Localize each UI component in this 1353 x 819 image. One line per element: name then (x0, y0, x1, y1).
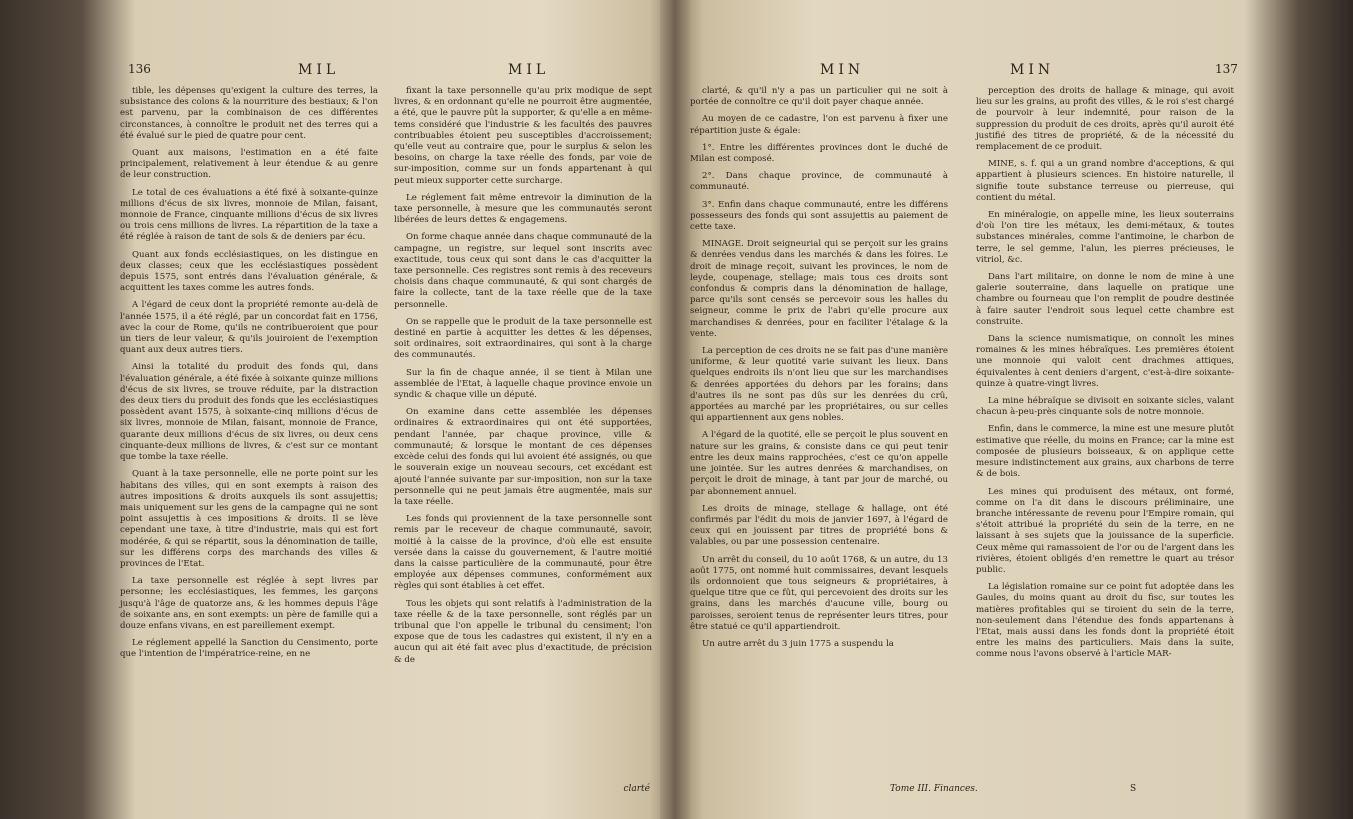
paragraph: perception des droits de hallage & minage, qui avoit lieu sur les grains, au profit des villes, & le roi s'est chargé de pourvoir à leur indemnité, pour raison de la suppression du produit de ces droits, après qu'il auroit été justifié des titres de propriété, & de la nécessité du remplacement de ce produit. (976, 86, 1234, 153)
paragraph: fixant la taxe personnelle qu'au prix modique de sept livres, & en ordonnant qu'elle ne pourroit être augmentée, a été, que le pauvre pût la supporter, & qu'elle a en même-tems considéré que l'industrie & les facultés des pauvres contribuables étoient peu susceptibles d'accroissement; qu'elle veut au contraire que, pour le surplus & selon les besoins, on charge la taxe réelle des fonds, par voie de sur-imposition, comme sur un fonds appartenant à qui peut mieux supporter cette surcharge. (394, 86, 652, 186)
paragraph: On examine dans cette assemblée les dépenses ordinaires & extraordinaires qui ont été supportées, pendant l'année, par chaque province, ville & communauté; & lorsque le montant de ces dépenses excède celui des fonds qui lui avoient été assignés, ou que le souverain exige un nouveau secours, cet excédant est ajouté l'année suivante par sur-imposition, non sur la taxe personnelle qui ne peut jamais être augmentée, mais sur la taxe réelle. (394, 407, 652, 507)
paragraph: La législation romaine sur ce point fut adoptée dans les Gaules, du moins quant au droit du fisc, sur toutes les matières profitables qui se tiroient du sein de la terre, non-seulement dans l'étendue des fonds appartenans à l'Etat, mais aussi dans les fonds dont la propriété étoit entre les mains des particuliers. Mais dans la suite, comme nous l'avons observé à l'article MAR- (976, 582, 1234, 660)
left-running-head (108, 62, 660, 86)
paragraph: Les mines qui produisent des métaux, ont formé, comme on l'a dit dans le discours préliminaire, une branche intéressante de revenu pour l'Empire romain, qui s'étoit attribué la propriété du sein de la terre, en ne laissant à ses sujets que la jouissance de la superficie. Ceux même qui ramassoient de l'or ou de l'argent dans les rivières, étoient obligés d'en remettre le quart au trésor public. (976, 486, 1234, 575)
left-page (108, 42, 660, 802)
paragraph: MINE, s. f. qui a un grand nombre d'acceptions, & qui appartient à plusieurs sciences. En histoire naturelle, il signifie toute substance terreuse ou pierreuse, qui contient du métal. (976, 159, 1234, 203)
paragraph: Tous les objets qui sont relatifs à l'administration de la taxe réelle & de la taxe personnelle, sont réglés par un tribunal que l'on appelle le tribunal du censiment; l'on expose que de tous les cadastres qui existent, il n'y en a aucun qui ait été fait avec plus d'exactitude, de précision & de (394, 598, 652, 665)
left-head-word-2: MIL (508, 62, 550, 78)
paragraph: On forme chaque année dans chaque communauté de la campagne, un registre, sur lequel sont inscrits avec exactitude, tous ceux qui sont dans le cas d'acquitter la taxe personnelle. Ces registres sont remis à des receveurs choisis dans chaque communauté, & qui sont chargés de faire la collecte, tant de la taxe réelle que de la taxe personnelle. (394, 232, 652, 310)
right-column-1 (690, 86, 948, 656)
paragraph: Le total de ces évaluations a été fixé à soixante-quinze millions d'écus de six livres, monnoie de Milan, faisant, monnoie de France, cinquante millions d'écus de six livres ou trois cens millions de livres. La répartition de la taxe a été réglée à raison de tant de sols & de deniers par écu. (120, 187, 378, 243)
paragraph: Enfin, dans le commerce, la mine est une mesure plutôt estimative que réelle, du moins en France; car la mine est composée de plusieurs boisseaux, & on applique cette mesure indistinctement aux grains, aux charbons de terre & de bois. (976, 424, 1234, 480)
paragraph: 3°. Enfin dans chaque communauté, entre les différens possesseurs des fonds qui sont assujettis au paiement de cette taxe. (690, 199, 948, 233)
paragraph: Un arrêt du conseil, du 10 août 1768, & un autre, du 13 août 1775, ont nommé huit commissaires, devant lesquels ils ordonnoient que tous seigneurs & propriétaires, à quelque titre que ce fût, qui percevoient des droits sur les grains, dans les marchés d'aucune ville, bourg ou paroisses, seroient tenus de représenter leurs titres, pour être statué ce qu'il appartiendroit. (690, 554, 948, 632)
left-head-word-1: MIL (298, 62, 340, 78)
paragraph: 1°. Entre les différentes provinces dont le duché de Milan est composé. (690, 142, 948, 165)
paragraph: tible, les dépenses qu'exigent la culture des terres, la subsistance des colons & la nourriture des bestiaux; & l'on est parvenu, par la combinaison de ces différentes circonstances, à connoître le produit net des terres qui a été évalué sur le pied de quatre pour cent. (120, 86, 378, 141)
paragraph: Dans la science numismatique, on connoît les mines romaines & les mines hébraïques. Les premières étoient une monnoie qui valoit cent drachmes attiques, équivalentes à cent deniers d'argent, c'est-à-dire soixante-quinze à quatre-vingt livres. (976, 334, 1234, 389)
paragraph: Quant aux maisons, l'estimation en a été faite principalement, relativement à leur étendue & au genre de leur construction. (120, 148, 378, 181)
right-running-head (690, 62, 1250, 86)
paragraph: 2°. Dans chaque province, de communauté à communauté. (690, 171, 948, 193)
paragraph: La perception de ces droits ne se fait pas d'une manière uniforme, & leur quotité varie suivant les lieux. Dans quelques endroits ils n'ont lieu que sur les marchandises & denrées apportées du dehors par les forains; dans d'autres ils ne sont pas dûs sur les denrées du crû, apportées au marché par les propriétaires, ou sur celles qui appartiennent aux gens nobles. (690, 346, 948, 424)
paragraph: La taxe personnelle est réglée à sept livres par personne; les ecclésiastiques, les femmes, les garçons jusqu'à l'âge de quatorze ans, & les hommes depuis l'âge de soixante ans, en sont exempts: un père de famille qui a douze enfans vivans, en est pareillement exempt. (120, 576, 378, 631)
right-page (690, 42, 1250, 802)
signature-mark: S (1130, 784, 1137, 794)
paragraph: Quant aux fonds ecclésiastiques, on les distingue en deux classes; ceux que les ecclésiastiques possèdent depuis 1575, sont entrés dans l'évaluation générale, & acquittent les taxes comme les autres fonds. (120, 249, 378, 294)
paragraph: Les fonds qui proviennent de la taxe personnelle sont remis par le receveur de chaque communauté, savoir, moitié à la caisse de la province, d'où elle est ensuite versée dans la caisse du gouvernement, & l'autre moitié dans la caisse particulière de la communauté, pour être employée aux dépenses communes, conformément aux règles qui sont établies à cet effet. (394, 514, 652, 592)
paragraph: Au moyen de ce cadastre, l'on est parvenu à fixer une répartition juste & égale: (690, 114, 948, 136)
paragraph: Le réglement fait même entrevoir la diminution de la taxe personnelle, à mesure que les communautés seront libérées de leurs dettes & engagemens. (394, 192, 652, 226)
paragraph: Un autre arrêt du 3 juin 1775 a suspendu la (702, 638, 894, 649)
left-page-number: 136 (128, 62, 151, 76)
right-head-word-1: MIN (820, 62, 865, 78)
right-column-2 (976, 86, 1234, 667)
right-head-word-2: MIN (1010, 62, 1055, 78)
left-column-2 (394, 86, 652, 672)
paragraph: Quant à la taxe personnelle, elle ne porte point sur les habitans des villes, qui en sont exempts à raison des autres impositions & droits auxquels ils sont assujettis; mais uniquement sur les gens de la campagne qui ne sont point assujettis à ces impositions & droits. Il se lève cependant une taxe, à titre d'industrie, mais qui est fort modérée, & qui se répartit, sous la dénomination de taille, sur les différens corps des marchands des villes & provinces de l'Etat. (120, 469, 378, 569)
paragraph: A l'égard de la quotité, elle se perçoit le plus souvent en nature sur les grains, & consiste dans ce qui peut tenir entre les deux mains rapprochées, c'est ce qu'on appelle une jointée. Sur les autres denrées & marchandises, on perçoit le droit de minage, à tant par jour de marché, ou par abonnement annuel. (690, 430, 948, 497)
paragraph: En minéralogie, on appelle mine, les lieux souterrains d'où l'on tire les métaux, les demi-métaux, & toutes substances minérales, comme l'antimoine, le charbon de terre, le sel gemme, l'alun, les pierres précieuses, le vitriol, &c. (976, 210, 1234, 265)
paragraph: La mine hébraïque se divisoit en soixante sicles, valant chacun à-peu-près cinquante sols de notre monnoie. (976, 396, 1234, 418)
paragraph: Le réglement appellé la Sanction du Censimento, porte que l'intention de l'impératrice-reine, en ne (120, 638, 378, 660)
left-catchword: clarté (623, 784, 650, 794)
paragraph: On se rappelle que le produit de la taxe personnelle est destiné en partie à acquitter les dettes & les dépenses, soit ordinaires, soit extraordinaires, qui sont à la charge des communautés. (394, 316, 652, 361)
volume-signature: Tome III. Finances. (890, 784, 978, 794)
paragraph: MINAGE. Droit seigneurial qui se perçoit sur les grains & denrées vendus dans les marchés & dans les foires. Le droit de minage reçoit, suivant les provinces, le nom de leyde, coupenage, stellage; mais tous ces droits sont confondus & compris dans la dénomination de hallage, parce qu'ils sont censés se percevoir sous les halles du seigneur, comme le prix de l'abri qu'elle procure aux marchandises & denrées, pour en faciliter l'étalage & la vente. (690, 239, 948, 339)
paragraph: Dans l'art militaire, on donne le nom de mine à une galerie souterraine, dans laquelle on pratique une chambre ou fourneau que l'on remplit de poudre destinée à faire sauter l'endroit sous lequel cette chambre est construite. (976, 272, 1234, 327)
paragraph: Ainsi la totalité du produit des fonds qui, dans l'évaluation générale, a été fixée à soixante quinze millions d'écus de six livres, se trouve réduite, par la distraction des deux tiers du produit des fonds que les ecclésiastiques possèdent avant 1575, à soixante-cinq millions d'écus de six livres, monnoie de Milan, faisant, monnoie de France, quarante deux millions d'écus de six livres, ou deux cens cinquante-deux millions de livres, & c'est sur ce montant que tombe la taxe réelle. (120, 362, 378, 463)
paragraph: clarté, & qu'il n'y a pas un particulier qui ne soit à portée de connoître ce qu'il doit payer chaque année. (690, 86, 948, 108)
left-column-1 (120, 86, 378, 667)
book-gutter (660, 0, 690, 819)
paragraph: A l'égard de ceux dont la propriété remonte au-delà de l'année 1575, il a été réglé, par un concordat fait en 1756, avec la cour de Rome, qu'ils ne contribueroient que pour un tiers de leur valeur, & qu'ils jouiroient de l'exemption quant aux deux autres tiers. (120, 300, 378, 356)
right-page-number: 137 (1215, 62, 1238, 76)
paragraph: Sur la fin de chaque année, il se tient à Milan une assemblée de l'Etat, à laquelle chaque province envoie un syndic & chaque ville un député. (394, 367, 652, 401)
paragraph: Les droits de minage, stellage & hallage, ont été confirmés par l'édit du mois de janvier 1697, à l'égard de ceux qui en jouissent par titres de propriété bons & valables, ou par une possession centenaire. (690, 503, 948, 548)
